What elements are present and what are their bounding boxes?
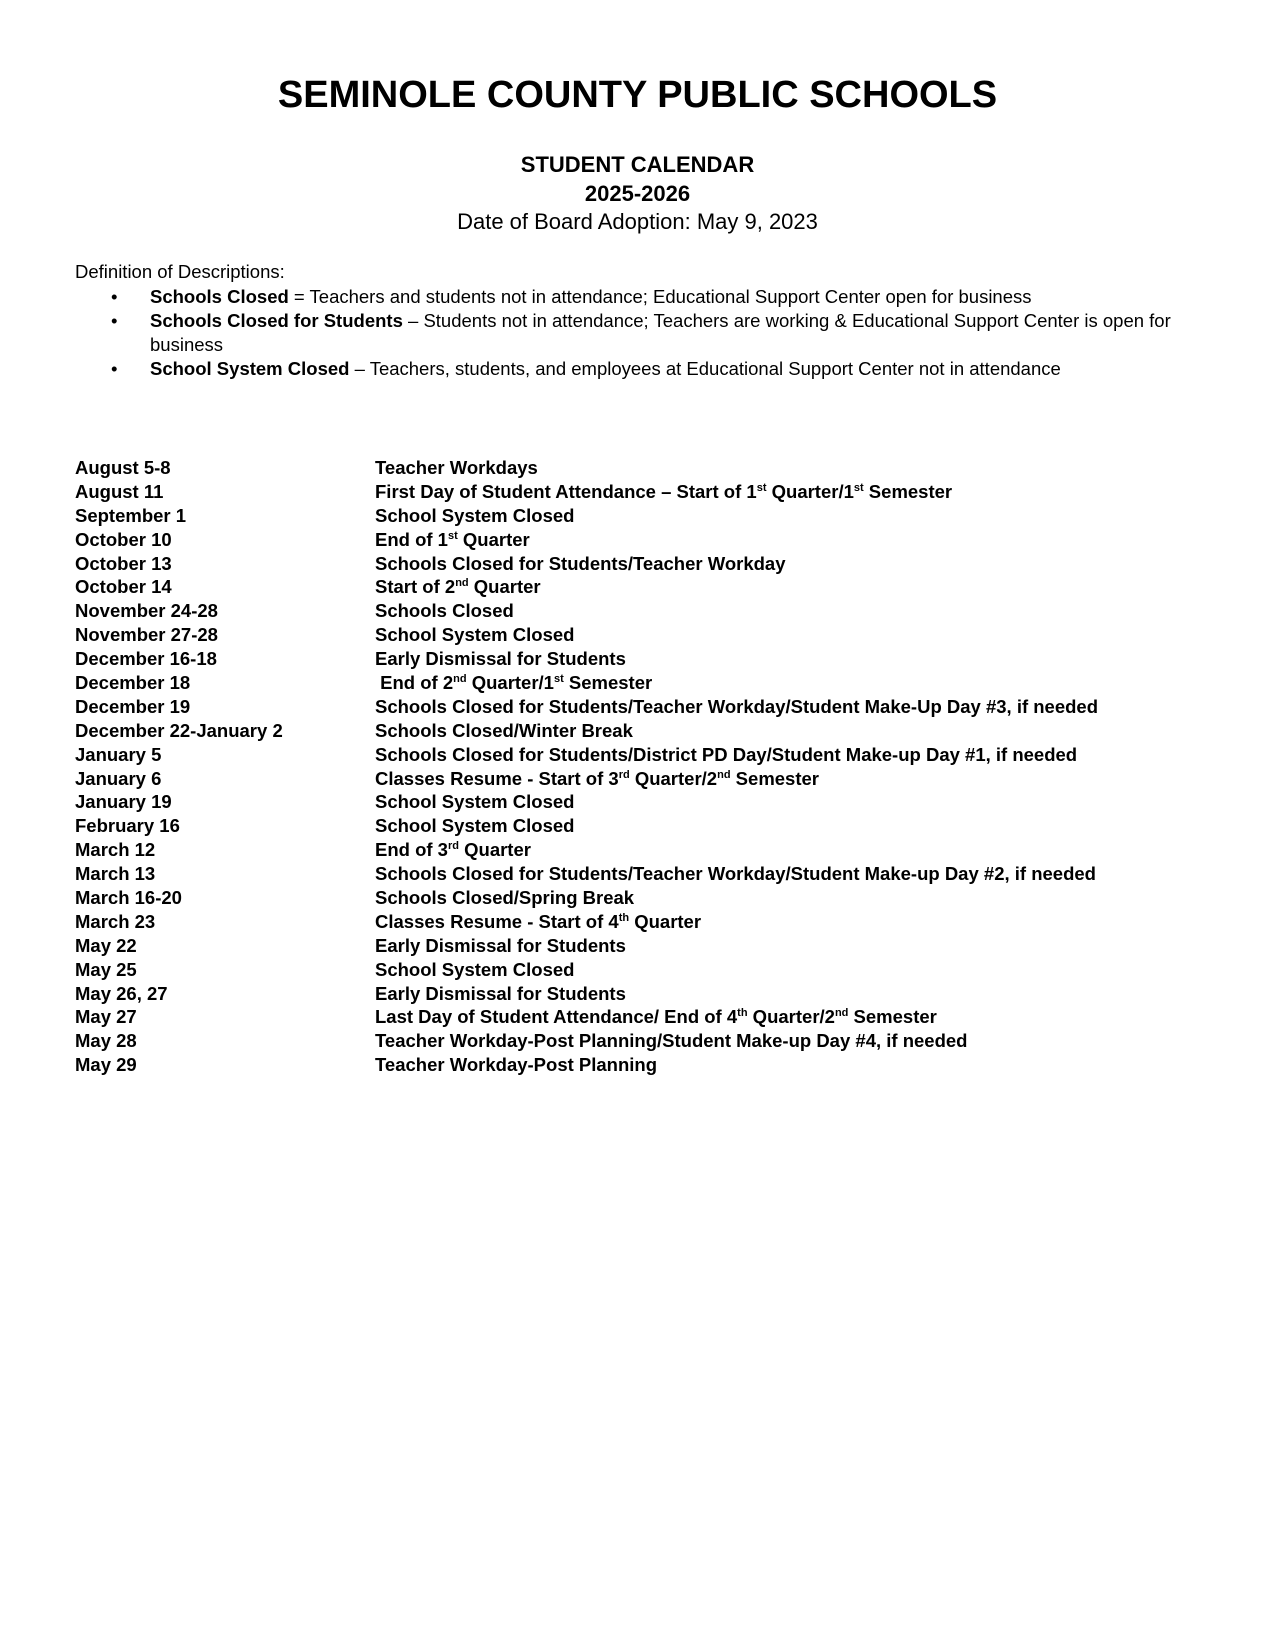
description-text: Quarter/1 [466,672,554,694]
definition-separator: – [349,358,370,379]
event-description [375,1005,1225,1029]
calendar-event-row [75,599,1225,623]
event-description [375,934,1225,958]
definition-term: School System Closed [150,358,350,379]
event-date: May 29 [75,1054,137,1076]
event-date: November 27-28 [75,624,218,646]
description-text: Schools Closed for Students/Teacher Workday [375,552,786,574]
calendar-event-row [75,934,1225,958]
definition-text: Teachers and students not in attendance; Educational Support Center open for business [309,286,1032,307]
description-text: School System Closed [375,504,575,526]
event-date: October 13 [75,552,172,574]
description-text: Last Day of Student Attendance/ End of 4 [375,1006,738,1028]
event-date: August 5-8 [75,457,171,478]
definition-separator: = [288,286,310,307]
calendar-event-row [75,552,1225,576]
event-date: February 16 [75,815,180,837]
description-text: Quarter/2 [747,1006,835,1028]
description-text: First Day of Student Attendance – Start of 1 [375,480,757,502]
event-description [375,743,1225,767]
description-text: Early Dismissal for Students [375,934,626,956]
event-description [375,982,1225,1006]
event-description [375,504,1225,528]
event-description [375,814,1225,838]
calendar-events-list [75,456,1225,1077]
calendar-event-row [75,767,1225,791]
description-text: Quarter/1 [766,480,854,502]
event-date: March 13 [75,863,156,885]
calendar-event-row [75,814,1225,838]
description-text: Teacher Workday-Post Planning/Student Make-up Day #4, if needed [375,1030,968,1052]
event-description [375,1029,1225,1053]
event-date: March 12 [75,839,156,861]
description-text: Classes Resume - Start of 3 [375,767,619,789]
description-text: School System Closed [375,815,575,837]
event-description [375,552,1225,576]
document-title: SEMINOLE COUNTY PUBLIC SCHOOLS [277,74,998,116]
event-description [375,575,1225,599]
calendar-subtitle: STUDENT CALENDAR [520,152,755,177]
description-text: Teacher Workday-Post Planning [375,1054,658,1076]
event-date: December 18 [75,672,191,694]
calendar-event-row [75,862,1225,886]
description-text: Schools Closed [375,600,514,622]
calendar-event-row [75,504,1225,528]
calendar-event-row [75,886,1225,910]
description-text: Schools Closed for Students/Teacher Workday/Student Make-up Day #2, if needed [375,863,1096,885]
definition-term: Schools Closed for Students [150,310,403,331]
bullet-icon: • [111,310,118,331]
description-text: School System Closed [375,791,575,813]
description-text: Semester [563,672,653,694]
description-text: End of 1 [375,528,448,550]
event-date: October 10 [75,528,172,550]
event-description [375,910,1225,934]
calendar-event-row [75,1029,1225,1053]
description-text: End of 2 [375,672,454,694]
calendar-event-row [75,838,1225,862]
event-date: January 6 [75,767,162,789]
event-date: December 22-January 2 [75,719,283,741]
ordinal-suffix: st [756,481,767,494]
event-description [375,480,1225,504]
event-date: January 19 [75,791,172,813]
event-date: September 1 [75,504,187,526]
event-date: January 5 [75,743,162,765]
ordinal-suffix: nd [834,1007,849,1020]
event-date: August 11 [75,480,164,502]
description-text: Quarter [629,910,702,932]
calendar-event-row [75,575,1225,599]
event-description [375,623,1225,647]
ordinal-suffix: nd [717,768,731,781]
definition-separator: – [402,310,424,331]
calendar-event-row [75,456,1225,480]
definition-text: Students not in attendance; Teachers are working & Educational Support Center is open for business [150,310,1171,355]
description-text: Early Dismissal for Students [375,982,626,1004]
calendar-event-row [75,910,1225,934]
description-text: Quarter [457,528,530,550]
description-text: Semester [848,1006,937,1028]
description-text: Schools Closed/Winter Break [375,719,633,741]
bullet-icon: • [111,286,118,307]
ordinal-suffix: st [553,673,564,686]
ordinal-suffix: st [447,529,458,542]
description-text: Teacher Workdays [375,457,538,478]
definitions-heading: Definition of Descriptions: [75,261,285,282]
description-text: Schools Closed for Students/Teacher Workday/Student Make-Up Day #3, if needed [375,695,1099,717]
event-date: May 27 [75,1006,137,1028]
event-date: October 14 [75,576,172,598]
calendar-event-row [75,480,1225,504]
description-text: Quarter/2 [629,767,718,789]
calendar-event-row [75,982,1225,1006]
calendar-event-row [75,671,1225,695]
calendar-event-row [75,790,1225,814]
definition-item [75,285,1205,309]
event-description [375,958,1225,982]
event-date: December 19 [75,695,191,717]
calendar-event-row [75,743,1225,767]
ordinal-suffix: nd [455,577,469,590]
description-text: Semester [863,480,953,502]
description-text: Semester [730,767,819,789]
event-description [375,528,1225,552]
event-description [375,695,1225,719]
event-date: December 16-18 [75,648,217,670]
description-text: Quarter [468,576,541,598]
event-date: March 16-20 [75,887,182,909]
definition-text: Teachers, students, and employees at Educational Support Center not in attendance [369,358,1061,379]
event-description [375,1053,1225,1077]
description-text: End of 3 [375,839,448,861]
description-text: Classes Resume - Start of 4 [375,910,619,932]
calendar-event-row [75,695,1225,719]
calendar-event-row [75,623,1225,647]
description-text: Start of 2 [375,576,456,598]
calendar-event-row [75,647,1225,671]
calendar-event-row [75,528,1225,552]
ordinal-suffix: nd [453,673,467,686]
event-description [375,790,1225,814]
calendar-event-row [75,719,1225,743]
event-description [375,862,1225,886]
event-description [375,599,1225,623]
calendar-event-row [75,1053,1225,1077]
event-description [375,767,1225,791]
calendar-event-row [75,958,1225,982]
definition-term: Schools Closed [150,286,289,307]
event-date: May 25 [75,958,137,980]
event-description [375,671,1225,695]
ordinal-suffix: th [737,1007,748,1020]
definition-item [75,357,1205,381]
description-text: Early Dismissal for Students [375,648,626,670]
event-description [375,647,1225,671]
event-description [375,886,1225,910]
event-date: May 26, 27 [75,982,168,1004]
event-description [375,719,1225,743]
ordinal-suffix: rd [618,768,630,781]
event-description [375,456,1225,480]
definitions-list [75,285,1205,381]
definition-item [75,309,1205,357]
event-description [375,838,1225,862]
event-date: March 23 [75,910,156,932]
description-text: Quarter [458,839,531,861]
event-date: May 28 [75,1030,137,1052]
bullet-icon: • [111,358,118,379]
school-year: 2025-2026 [584,181,691,206]
ordinal-suffix: th [618,911,630,924]
description-text: School System Closed [375,958,575,980]
calendar-event-row [75,1005,1225,1029]
description-text: School System Closed [375,624,575,646]
description-text: Schools Closed for Students/District PD Day/Student Make-up Day #1, if needed [375,743,1078,765]
event-date: May 22 [75,934,137,956]
event-date: November 24-28 [75,600,218,622]
description-text: Schools Closed/Spring Break [375,887,635,909]
ordinal-suffix: st [853,481,864,494]
ordinal-suffix: rd [447,840,459,853]
board-adoption-date: Date of Board Adoption: May 9, 2023 [457,209,818,234]
